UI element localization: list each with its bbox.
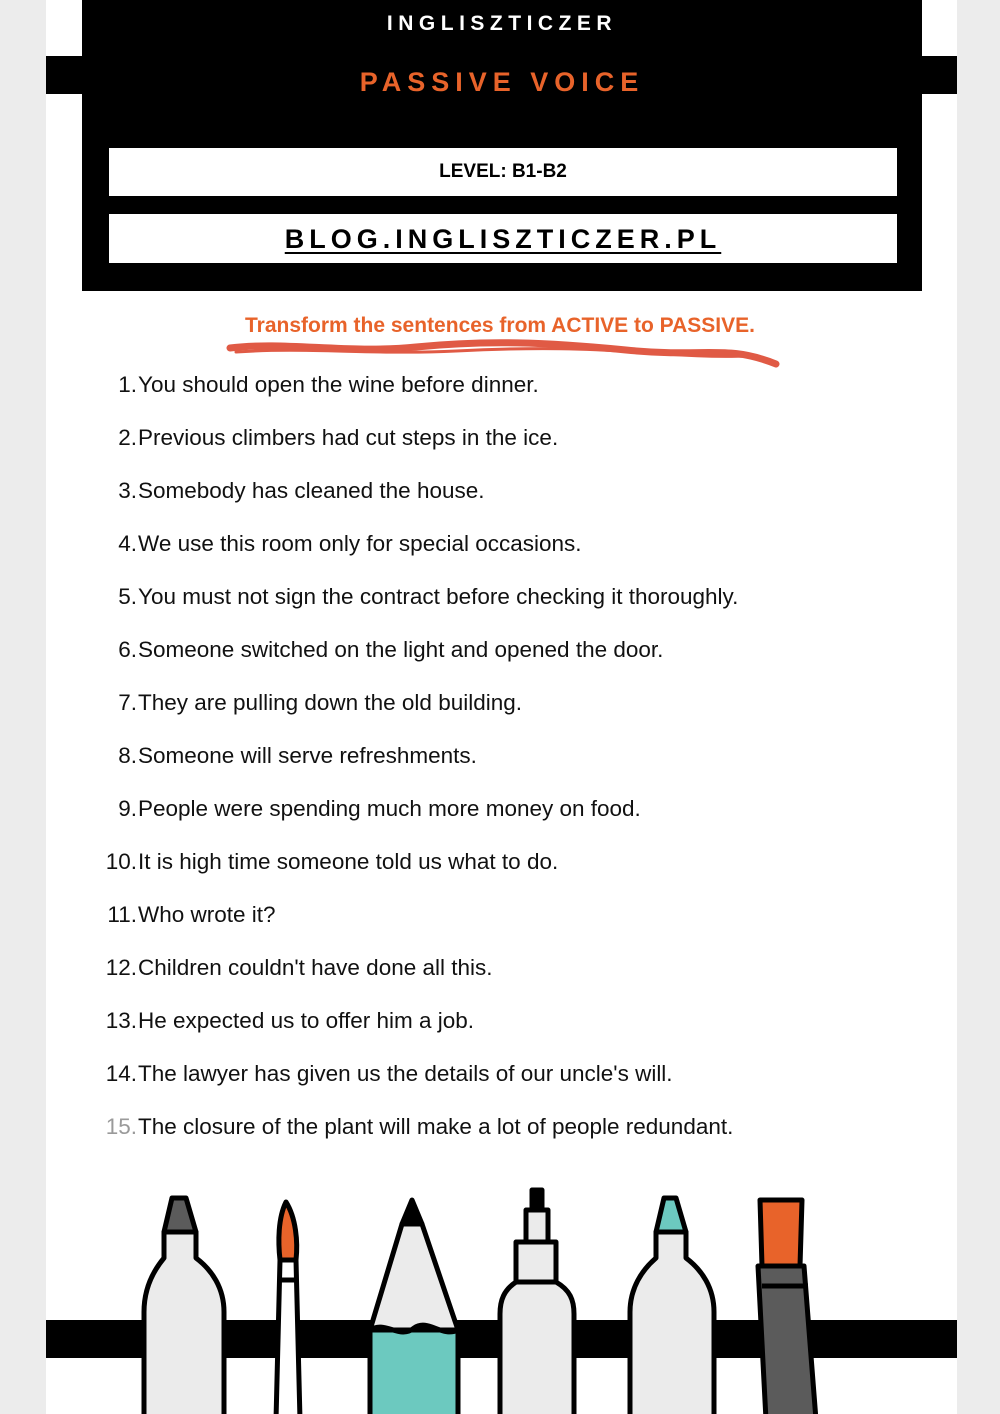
blog-link[interactable]: BLOG.INGLISZTICZER.PL: [109, 214, 897, 263]
item-number: 12.: [105, 955, 137, 980]
list-item: [0, 955, 1000, 995]
item-text: The closure of the plant will make a lot of people redundant.: [138, 1114, 734, 1139]
list-item: [0, 902, 1000, 942]
level-box: LEVEL: B1-B2: [109, 148, 897, 196]
list-item: [0, 1008, 1000, 1048]
item-text: You must not sign the contract before checking it thoroughly.: [138, 584, 739, 609]
item-number: 2.: [118, 425, 137, 450]
item-text: Someone will serve refreshments.: [138, 743, 477, 768]
grey-marker-icon: [144, 1198, 224, 1414]
list-item: [0, 743, 1000, 783]
item-number: 8.: [118, 743, 137, 768]
item-number: 7.: [118, 690, 137, 715]
item-text: Who wrote it?: [138, 902, 276, 927]
list-item: [0, 849, 1000, 889]
item-number: 6.: [118, 637, 137, 662]
item-text: They are pulling down the old building.: [138, 690, 523, 715]
list-item: [0, 425, 1000, 465]
list-item: [0, 1114, 1000, 1154]
item-text: Previous climbers had cut steps in the ice.: [138, 425, 559, 450]
art-supplies-illustration: [0, 1180, 1000, 1414]
item-number: 9.: [118, 796, 137, 821]
item-text: Children couldn't have done all this.: [138, 955, 493, 980]
list-item: [0, 478, 1000, 518]
item-text: Someone switched on the light and opened the door.: [138, 637, 664, 662]
item-number: 5.: [118, 584, 137, 609]
orange-brush-icon: [276, 1202, 300, 1414]
item-text: We use this room only for special occasions.: [138, 531, 582, 556]
instruction: Transform the sentences from ACTIVE to PASSIVE.: [245, 314, 755, 337]
item-number: 4.: [118, 531, 137, 556]
teal-marker-icon: [630, 1198, 714, 1414]
list-item: [0, 372, 1000, 412]
item-text: It is high time someone told us what to do.: [138, 849, 559, 874]
item-number: 1.: [118, 372, 137, 397]
list-item: [0, 796, 1000, 836]
brand-name: INGLISZTICZER: [386, 12, 618, 35]
worksheet-title: PASSIVE VOICE: [359, 67, 645, 97]
item-number: 11.: [107, 902, 137, 927]
item-text: The lawyer has given us the details of our uncle's will.: [138, 1061, 673, 1086]
list-item: [0, 637, 1000, 677]
technical-pen-icon: [500, 1190, 574, 1414]
list-item: [0, 584, 1000, 624]
item-number: 15.: [105, 1114, 137, 1139]
list-item: [0, 531, 1000, 571]
item-number: 3.: [118, 478, 137, 503]
flat-brush-icon: [758, 1200, 816, 1414]
list-item: [0, 1061, 1000, 1101]
item-text: He expected us to offer him a job.: [138, 1008, 475, 1033]
list-item: [0, 690, 1000, 730]
item-number: 14.: [105, 1061, 137, 1086]
item-text: People were spending much more money on food.: [138, 796, 641, 821]
item-text: Somebody has cleaned the house.: [138, 478, 485, 503]
teal-pencil-icon: [370, 1200, 458, 1414]
item-text: You should open the wine before dinner.: [138, 372, 539, 397]
item-number: 13.: [105, 1008, 137, 1033]
item-number: 10.: [105, 849, 137, 874]
